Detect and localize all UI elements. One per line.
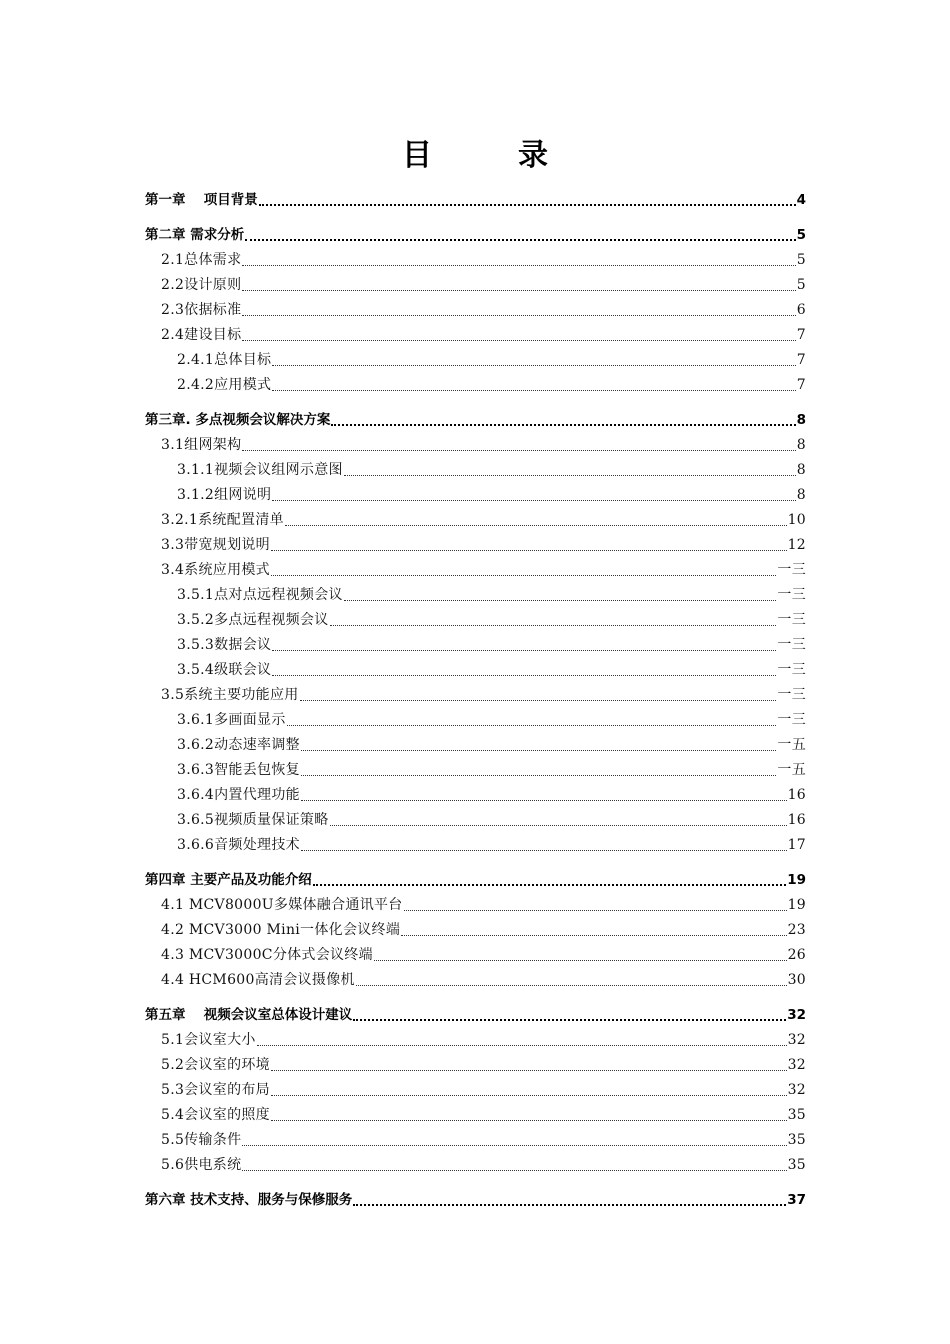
toc-section-entry[interactable] (145, 1049, 806, 1074)
toc-dot-leader (285, 521, 787, 526)
toc-dot-leader (272, 671, 776, 676)
toc-chapter-entry[interactable] (145, 864, 806, 889)
toc-page-number: 19 (787, 872, 806, 888)
toc-dot-leader (301, 796, 787, 801)
toc-page-number: 16 (787, 812, 806, 828)
toc-section-entry[interactable] (145, 429, 806, 454)
toc-dot-leader (242, 446, 795, 451)
toc-chapter-entry[interactable] (145, 1184, 806, 1209)
toc-dot-leader (287, 721, 777, 726)
toc-entry-label: 第二章 需求分析 (145, 227, 245, 243)
toc-section-entry[interactable] (145, 504, 806, 529)
toc-entry-label: 5.5传输条件 (161, 1132, 242, 1148)
toc-dot-leader (271, 1066, 787, 1071)
toc-dot-leader (242, 286, 795, 291)
toc-dot-leader (272, 646, 776, 651)
toc-section-entry[interactable] (145, 914, 806, 939)
toc-entry-label: 第五章 视频会议室总体设计建议 (145, 1007, 353, 1023)
toc-page-number: 8 (796, 487, 806, 503)
toc-spacer (145, 854, 806, 864)
toc-section-entry[interactable] (145, 779, 806, 804)
toc-page-number: 5 (796, 252, 806, 268)
toc-page-number: 一三 (777, 687, 806, 703)
toc-entry-label: 3.6.2动态速率调整 (177, 737, 300, 753)
toc-section-entry[interactable] (145, 754, 806, 779)
toc-dot-leader (242, 311, 795, 316)
toc-dot-leader (301, 746, 776, 751)
toc-entry-label: 2.4建设目标 (161, 327, 242, 343)
toc-page-number: 4 (796, 192, 806, 208)
toc-entry-label: 第四章 主要产品及功能介绍 (145, 872, 312, 888)
toc-dot-leader (259, 200, 796, 206)
toc-section-entry[interactable] (145, 454, 806, 479)
toc-entry-label: 4.2 MCV3000 Mini一体化会议终端 (161, 922, 401, 938)
toc-page-number: 8 (796, 437, 806, 453)
toc-entry-label: 2.4.1总体目标 (177, 352, 272, 368)
toc-dot-leader (272, 496, 795, 501)
toc-entry-label: 2.1总体需求 (161, 252, 242, 268)
toc-entry-label: 3.2.1系统配置清单 (161, 512, 284, 528)
toc-entry-label: 第六章 技术支持、服务与保修服务 (145, 1192, 353, 1208)
toc-dot-leader (356, 981, 787, 986)
toc-page-number: 5 (796, 227, 806, 243)
toc-entry-label: 2.4.2应用模式 (177, 377, 272, 393)
toc-entry-label: 3.1.2组网说明 (177, 487, 272, 503)
toc-dot-leader (242, 1141, 786, 1146)
toc-entry-label: 3.6.1多画面显示 (177, 712, 286, 728)
toc-entry-label: 3.6.3智能丢包恢复 (177, 762, 300, 778)
toc-page-number: 32 (787, 1057, 806, 1073)
toc-page-number: 37 (787, 1192, 806, 1208)
toc-entry-label: 3.5系统主要功能应用 (161, 687, 299, 703)
toc-page-number: 一三 (777, 587, 806, 603)
toc-entry-label: 5.1会议室大小 (161, 1032, 256, 1048)
toc-page-number: 35 (787, 1107, 806, 1123)
toc-spacer (145, 989, 806, 999)
toc-page-number: 一三 (777, 662, 806, 678)
toc-spacer (145, 209, 806, 219)
toc-entry-label: 3.6.5视频质量保证策略 (177, 812, 329, 828)
toc-chapter-entry[interactable] (145, 999, 806, 1024)
toc-section-entry[interactable] (145, 1124, 806, 1149)
toc-page-number: 16 (787, 787, 806, 803)
toc-entry-label: 第三章. 多点视频会议解决方案 (145, 412, 331, 428)
toc-page-number: 30 (787, 972, 806, 988)
toc-dot-leader (330, 621, 777, 626)
toc-entry-label: 3.1组网架构 (161, 437, 242, 453)
toc-section-entry[interactable] (145, 579, 806, 604)
toc-dot-leader (257, 1041, 787, 1046)
toc-section-entry[interactable] (145, 804, 806, 829)
toc-entry-label: 5.6供电系统 (161, 1157, 242, 1173)
toc-section-entry[interactable] (145, 244, 806, 269)
toc-entry-label: 5.4会议室的照度 (161, 1107, 270, 1123)
toc-page-number: 32 (787, 1082, 806, 1098)
toc-dot-leader (374, 956, 787, 961)
toc-dot-leader (271, 546, 787, 551)
toc-section-entry[interactable] (145, 269, 806, 294)
toc-dot-leader (331, 420, 795, 426)
toc-entry-label: 3.6.4内置代理功能 (177, 787, 300, 803)
toc-dot-leader (271, 1116, 787, 1121)
toc-dot-leader (242, 1166, 786, 1171)
toc-dot-leader (272, 361, 795, 366)
toc-dot-leader (404, 906, 787, 911)
toc-section-entry[interactable] (145, 344, 806, 369)
toc-section-entry[interactable] (145, 964, 806, 989)
toc-page-number: 35 (787, 1157, 806, 1173)
toc-entry-label: 3.3带宽规划说明 (161, 537, 270, 553)
toc-entry-label: 2.2设计原则 (161, 277, 242, 293)
toc-page-number: 12 (787, 537, 806, 553)
toc-entry-label: 3.4系统应用模式 (161, 562, 270, 578)
toc-page-number: 一五 (777, 762, 806, 778)
toc-section-entry[interactable] (145, 369, 806, 394)
toc-entry-label: 3.1.1视频会议组网示意图 (177, 462, 343, 478)
toc-dot-leader (344, 471, 796, 476)
toc-dot-leader (271, 571, 776, 576)
toc-dot-leader (272, 386, 795, 391)
toc-dot-leader (242, 336, 795, 341)
toc-chapter-entry[interactable] (145, 404, 806, 429)
toc-chapter-entry[interactable] (145, 184, 806, 209)
toc-section-entry[interactable] (145, 704, 806, 729)
toc-section-entry[interactable] (145, 1099, 806, 1124)
toc-entry-label: 3.5.4级联会议 (177, 662, 272, 678)
toc-dot-leader (353, 1015, 786, 1021)
toc-section-entry[interactable] (145, 294, 806, 319)
toc-section-entry[interactable] (145, 529, 806, 554)
toc-page-number: 32 (787, 1032, 806, 1048)
toc-entry-label: 4.4 HCM600高清会议摄像机 (161, 972, 355, 988)
toc-dot-leader (330, 821, 787, 826)
toc-page-number: 一三 (777, 637, 806, 653)
toc-dot-leader (401, 931, 786, 936)
toc-entry-label: 3.5.1点对点远程视频会议 (177, 587, 343, 603)
toc-dot-leader (301, 846, 787, 851)
toc-entry-label: 3.5.2多点远程视频会议 (177, 612, 329, 628)
toc-page-number: 10 (787, 512, 806, 528)
toc-page-number: 5 (796, 277, 806, 293)
toc-page-number: 26 (787, 947, 806, 963)
toc-page-number: 7 (796, 327, 806, 343)
toc-title: 目 录 (402, 138, 576, 173)
toc-section-entry[interactable] (145, 829, 806, 854)
toc-page-number: 6 (796, 302, 806, 318)
toc-chapter-entry[interactable] (145, 219, 806, 244)
toc-page-number: 19 (787, 897, 806, 913)
toc-spacer (145, 1174, 806, 1184)
toc-page-number: 7 (796, 352, 806, 368)
toc-dot-leader (301, 771, 776, 776)
toc-entry-label: 4.3 MCV3000C分体式会议终端 (161, 947, 373, 963)
toc-dot-leader (353, 1200, 786, 1206)
toc-section-entry[interactable] (145, 889, 806, 914)
toc-page-number: 32 (787, 1007, 806, 1023)
toc-section-entry[interactable] (145, 654, 806, 679)
toc-page-number: 8 (796, 462, 806, 478)
toc-dot-leader (242, 261, 795, 266)
toc-section-entry[interactable] (145, 1149, 806, 1174)
toc-section-entry[interactable] (145, 729, 806, 754)
toc-page-number: 17 (787, 837, 806, 853)
toc-section-entry[interactable] (145, 629, 806, 654)
toc-section-entry[interactable] (145, 604, 806, 629)
toc-dot-leader (300, 696, 777, 701)
toc-section-entry[interactable] (145, 554, 806, 579)
toc-dot-leader (271, 1091, 787, 1096)
toc-section-entry[interactable] (145, 319, 806, 344)
toc-page-number: 23 (787, 922, 806, 938)
toc-page-number: 一三 (777, 562, 806, 578)
toc-page-number: 一三 (777, 612, 806, 628)
toc-page-number: 一五 (777, 737, 806, 753)
toc-dot-leader (313, 880, 787, 886)
toc-page-number: 35 (787, 1132, 806, 1148)
toc-section-entry[interactable] (145, 1074, 806, 1099)
toc-page-number: 8 (796, 412, 806, 428)
toc-section-entry[interactable] (145, 679, 806, 704)
toc-entry-label: 3.6.6音频处理技术 (177, 837, 300, 853)
toc-section-entry[interactable] (145, 1024, 806, 1049)
toc-entry-label: 4.1 MCV8000U多媒体融合通讯平台 (161, 897, 403, 913)
toc-entry-label: 5.3会议室的布局 (161, 1082, 270, 1098)
toc-entry-label: 2.3依据标准 (161, 302, 242, 318)
toc-page-number: 一三 (777, 712, 806, 728)
toc-dot-leader (245, 235, 795, 241)
toc-entry-label: 第一章 项目背景 (145, 192, 258, 208)
table-of-contents (145, 184, 806, 1209)
toc-entry-label: 5.2会议室的环境 (161, 1057, 270, 1073)
toc-section-entry[interactable] (145, 939, 806, 964)
toc-section-entry[interactable] (145, 479, 806, 504)
toc-spacer (145, 394, 806, 404)
toc-entry-label: 3.5.3数据会议 (177, 637, 272, 653)
toc-dot-leader (344, 596, 777, 601)
toc-page-number: 7 (796, 377, 806, 393)
